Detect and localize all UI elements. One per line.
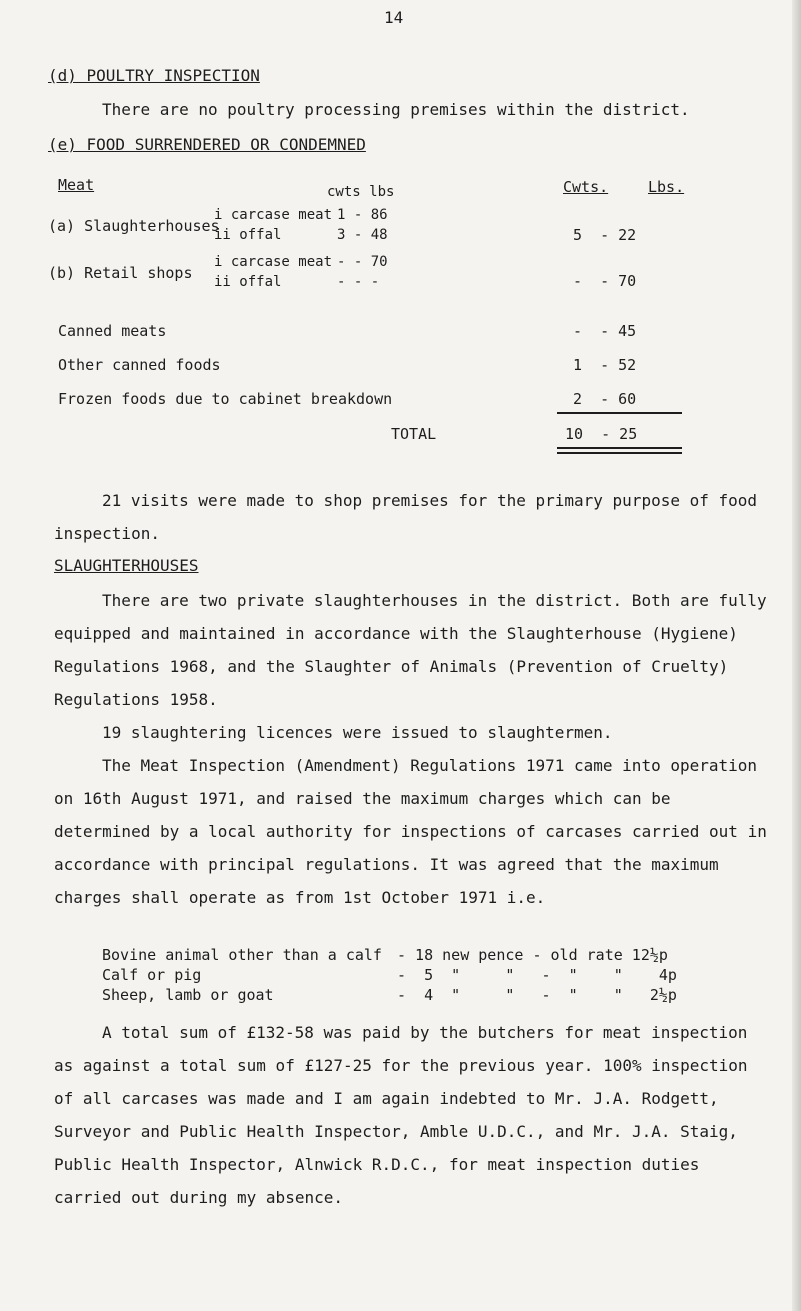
visits-text: 21 visits were made to shop premises for the primary purpose of food inspection. xyxy=(54,491,758,543)
visits-paragraph xyxy=(54,484,774,550)
total-double-rule xyxy=(557,447,682,454)
row-label: Frozen foods due to cabinet breakdown xyxy=(58,390,393,408)
licences-paragraph xyxy=(54,716,774,749)
col-lbs: Lbs. xyxy=(648,178,685,196)
retail-value: - - - xyxy=(337,274,380,290)
row-value: 1 - 52 xyxy=(573,356,637,374)
row-value: 2 - 60 xyxy=(573,390,637,408)
retail-total: - - 70 xyxy=(573,272,637,290)
slaughter-value: 1 - 86 xyxy=(337,207,388,223)
poultry-heading: (d) POULTRY INSPECTION xyxy=(48,66,260,85)
row-label: Other canned foods xyxy=(58,356,221,374)
col-cwts-lbs: cwts lbs xyxy=(327,184,395,200)
food-heading: (e) FOOD SURRENDERED OR CONDEMNED xyxy=(48,135,366,154)
subtotal-rule xyxy=(557,412,682,414)
poultry-text: There are no poultry processing premises within the district. xyxy=(102,100,690,119)
retail-value: - - 70 xyxy=(337,254,388,270)
slaughterhouses-para1: There are two private slaughterhouses in the district. Both are fully equipped and maintained in accordance with the Slaughterhouse (Hygiene) Regulations 1968, and the Slaughter of Animals (Prevention of Cruelty) Regulations 1958. xyxy=(54,591,767,709)
col-cwts: Cwts. xyxy=(563,178,609,196)
slaughter-item: ii offal xyxy=(214,227,282,243)
charge-value: - 4 " " - " " 2½p xyxy=(397,986,677,1004)
page-edge xyxy=(792,0,801,1311)
row-value: - - 45 xyxy=(573,322,637,340)
slaughter-value: 3 - 48 xyxy=(337,227,388,243)
row-label: Canned meats xyxy=(58,322,167,340)
slaughterhouses-para3: The Meat Inspection (Amendment) Regulations 1971 came into operation on 16th August 1971, and raised the maximum charges which can be determined by a local authority for inspections of carcases carried out in accordance with principal regulations. It was agreed that the maximum charges shall operate as from 1st October 1971 i.e. xyxy=(54,756,767,907)
charge-label: Sheep, lamb or goat xyxy=(102,986,274,1004)
charge-label: Bovine animal other than a calf xyxy=(102,946,382,964)
charge-value: - 5 " " - " " 4p xyxy=(397,966,677,984)
slaughterhouses-paragraph xyxy=(54,584,774,716)
page-number: 14 xyxy=(384,8,404,27)
meat-label: Meat xyxy=(58,176,95,194)
regulations-paragraph xyxy=(54,749,774,914)
slaughterhouses-para2: 19 slaughtering licences were issued to slaughtermen. xyxy=(102,723,613,742)
closing-paragraph xyxy=(54,1016,774,1214)
slaughterhouses-heading: SLAUGHTERHOUSES xyxy=(54,556,199,575)
retail-label: (b) Retail shops xyxy=(48,264,193,282)
retail-item: ii offal xyxy=(214,274,282,290)
slaughter-total: 5 - 22 xyxy=(573,226,637,244)
slaughter-item: i carcase meat xyxy=(214,207,333,223)
retail-item: i carcase meat xyxy=(214,254,333,270)
charge-value: - 18 new pence - old rate 12½p xyxy=(397,946,668,964)
charge-label: Calf or pig xyxy=(102,966,202,984)
total-label: TOTAL xyxy=(391,425,437,443)
closing-text: A total sum of £132-58 was paid by the butchers for meat inspection as against a total sum of £127-25 for the previous year. 100% inspection of all carcases was made and I am again indebted to Mr. J.A. Rodgett, Surveyor and Public Health Inspector, Amble U.D.C., and Mr. J.A. Staig, Public Health Inspector, Alnwick R.D.C., for meat inspection duties carried out during my absence. xyxy=(54,1023,748,1207)
slaughter-label: (a) Slaughterhouses xyxy=(48,217,220,235)
total-value: 10 - 25 xyxy=(565,425,638,443)
